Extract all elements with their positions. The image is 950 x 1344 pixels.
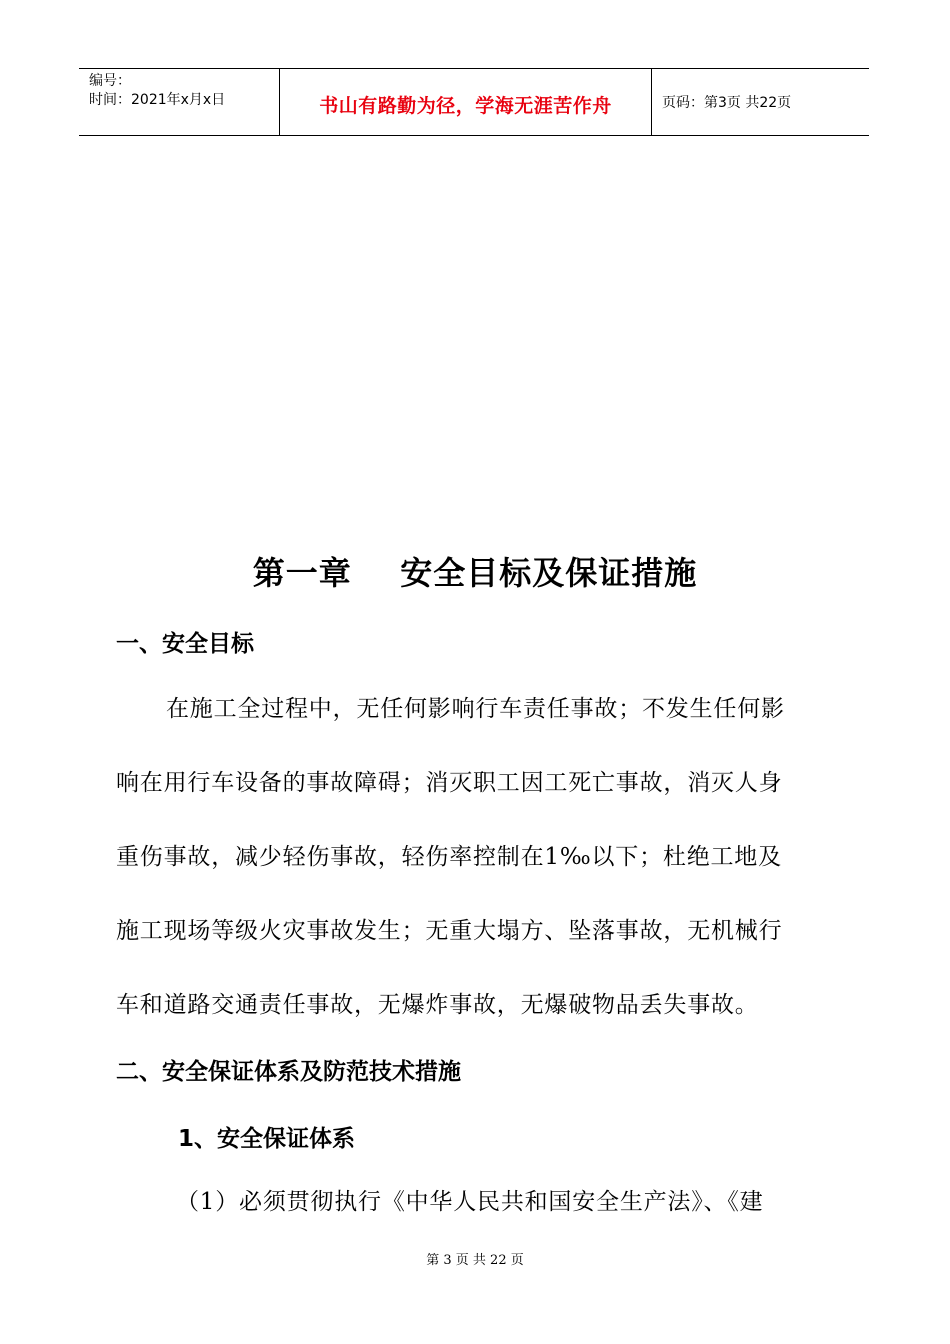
section-heading-safety-goals: 一、安全目标 [116, 631, 254, 657]
header-motto: 书山有路勤为径，学海无涯苦作舟 [319, 94, 612, 117]
paragraph-line-1: 在施工全过程中，无任何影响行车责任事故；不发生任何影 [166, 696, 785, 722]
document-number-label: 编号： [89, 73, 131, 89]
page-footer: 第 3 页 共 22 页 [426, 1253, 524, 1268]
chapter-title: 第一章 安全目标及保证措施 [252, 554, 698, 592]
paragraph-line-6: （1）必须贯彻执行《中华人民共和国安全生产法》、《建 [176, 1189, 764, 1215]
subsection-heading-safety-system: 1、安全保证体系 [178, 1126, 356, 1152]
paragraph-line-3: 重伤事故，减少轻伤事故，轻伤率控制在1‰以下；杜绝工地及 [116, 844, 782, 870]
header-meta-cell [79, 69, 280, 135]
paragraph-line-4: 施工现场等级火灾事故发生；无重大塌方、坠落事故，无机械行 [116, 918, 783, 944]
header-page-info: 页码：第3页 共22页 [662, 95, 792, 111]
section-heading-safety-system: 二、安全保证体系及防范技术措施 [116, 1059, 461, 1085]
header-page-cell [652, 69, 869, 135]
page-header [79, 68, 869, 136]
document-date: 时间：2021年x月x日 [89, 92, 226, 108]
paragraph-line-2: 响在用行车设备的事故障碍；消灭职工因工死亡事故，消灭人身 [116, 770, 783, 796]
paragraph-line-5: 车和道路交通责任事故，无爆炸事故，无爆破物品丢失事故。 [116, 992, 759, 1018]
header-motto-cell [280, 69, 652, 135]
